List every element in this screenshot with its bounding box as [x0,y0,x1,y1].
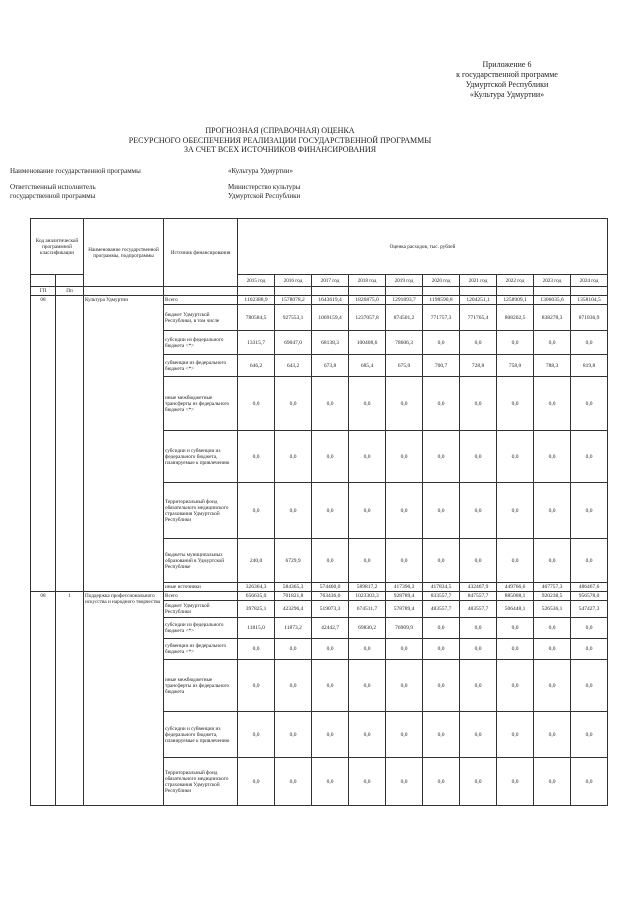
value-cell: 0,0 [386,483,423,539]
value-cell: 584365,3 [275,583,312,592]
source-cell: иные межбюджетные трансферты из федерального бюджета <*> [164,377,238,431]
value-cell: 0,0 [386,539,423,583]
value-cell: 1237057,8 [349,305,386,331]
value-cell: 0,0 [571,712,608,758]
header-name: Наименование государственной программы, подпрограммы [84,219,164,287]
value-cell: 423296,4 [275,601,312,618]
header-code: Код аналитической программной классификации [31,219,84,275]
value-cell: 0,0 [534,660,571,712]
value-cell: 11873,2 [275,618,312,639]
gp-code-cell: 08 [31,592,56,806]
value-cell: 701821,8 [275,592,312,601]
value-cell: 0,0 [312,639,349,660]
year-header: 2024 год [571,275,608,287]
source-cell: бюджет Удмуртской Республики [164,601,238,618]
value-cell: 0,0 [349,639,386,660]
source-cell: иные источники [164,583,238,592]
value-cell: 1198590,8 [423,296,460,305]
value-cell: 780584,5 [238,305,275,331]
value-cell: 0,0 [423,539,460,583]
value-cell: 1023303,3 [349,592,386,601]
value-cell: 0,0 [386,639,423,660]
value-cell: 1258909,1 [497,296,534,305]
source-cell: субвенции из федерального бюджета <*> [164,639,238,660]
value-cell: 0,0 [497,618,534,639]
source-cell: субсидии и субвенции из федерального бюджета, планируемые к привлечению [164,431,238,483]
title-line: ЗА СЧЕТ ВСЕХ ИСТОЧНИКОВ ФИНАНСИРОВАНИЯ [183,145,377,154]
value-cell: 0,0 [275,758,312,806]
value-cell: 0,0 [534,331,571,355]
value-cell: 78606,3 [386,331,423,355]
value-cell: 467757,3 [534,583,571,592]
value-cell: 100408,6 [349,331,386,355]
value-cell: 0,0 [386,712,423,758]
value-cell: 0,0 [386,758,423,806]
year-header: 2019 год [386,275,423,287]
table-row [31,296,608,305]
value-cell: 0,0 [238,758,275,806]
source-cell: иные межбюджетные трансферты из федерального бюджета [164,660,238,712]
header-estimate: Оценка расходов, тыс. рублей [238,219,608,275]
value-cell: 1826875,0 [349,296,386,305]
value-cell: 771765,4 [460,305,497,331]
value-cell: 1069159,4 [312,305,349,331]
value-cell: 0,0 [423,483,460,539]
appendix-line: «Культура Удмуртии» [469,90,545,99]
value-cell: 1291893,7 [386,296,423,305]
appendix-line: к государственной программе [456,70,558,79]
value-cell: 0,0 [571,431,608,483]
value-cell: 0,0 [275,712,312,758]
value-cell: 0,0 [497,758,534,806]
value-cell: 0,0 [275,377,312,431]
year-header: 2015 год [238,275,275,287]
value-cell: 700,7 [423,355,460,377]
value-cell: 0,0 [534,483,571,539]
value-cell: 0,0 [460,639,497,660]
value-cell: 675,0 [386,355,423,377]
title-line: РЕСУРСНОГО ОБЕСПЕЧЕНИЯ РЕАЛИЗАЦИИ ГОСУДАРСТВЕННОЙ ПРОГРАММЫ [128,135,432,145]
value-cell: 0,0 [238,639,275,660]
value-cell: 0,0 [460,377,497,431]
source-cell: Всего [164,592,238,601]
value-cell: 483557,7 [460,601,497,618]
value-cell: 0,0 [275,660,312,712]
value-cell: 1204251,1 [460,296,497,305]
year-header: 2020 год [423,275,460,287]
header-source: Источник финансирования [164,219,238,287]
value-cell: 0,0 [571,377,608,431]
value-cell: 0,0 [534,539,571,583]
value-cell: 0,0 [460,539,497,583]
value-cell: 0,0 [423,431,460,483]
value-cell: 885008,1 [497,592,534,601]
value-cell: 674511,7 [349,601,386,618]
value-cell: 819,8 [571,355,608,377]
value-cell: 0,0 [534,712,571,758]
value-cell: 871836,9 [571,305,608,331]
value-cell: 874501,2 [386,305,423,331]
program-label: Наименование государственной программы [10,167,141,175]
value-cell: 76909,9 [386,618,423,639]
value-cell: 0,0 [497,660,534,712]
value-cell: 574460,0 [312,583,349,592]
value-cell: 0,0 [275,483,312,539]
appendix-line: Удмуртской Республики [465,80,549,89]
value-cell: 397825,1 [238,601,275,618]
value-cell: 0,0 [238,483,275,539]
value-cell: 0,0 [460,712,497,758]
value-cell: 0,0 [534,618,571,639]
source-cell: бюджет Удмуртской Республики, в том числе [164,305,238,331]
value-cell: 1306035,6 [534,296,571,305]
value-cell: 0,0 [312,431,349,483]
value-cell: 685,4 [349,355,386,377]
value-cell: 928789,4 [386,592,423,601]
value-cell: 0,0 [423,618,460,639]
executor-value: Министерство культуры Удмуртской Республики [228,183,301,200]
value-cell: 449766,6 [497,583,534,592]
value-cell: 417396,3 [386,583,423,592]
header-gp: ГП [31,287,56,296]
value-cell: 0,0 [497,539,534,583]
appendix-line: Приложение 6 [482,60,532,69]
header-pp: Пп [56,287,84,296]
value-cell: 838278,3 [534,305,571,331]
header-codes-row [31,287,608,296]
value-cell: 0,0 [423,639,460,660]
value-cell: 0,0 [497,431,534,483]
value-cell: 0,0 [312,377,349,431]
value-cell: 0,0 [386,431,423,483]
value-cell: 0,0 [238,431,275,483]
value-cell: 0,0 [312,712,349,758]
source-cell: субвенции из федерального бюджета <*> [164,355,238,377]
value-cell: 1643619,4 [312,296,349,305]
value-cell: 326364,3 [238,583,275,592]
value-cell: 758,0 [497,355,534,377]
value-cell: 0,0 [460,483,497,539]
value-cell: 0,0 [460,618,497,639]
value-cell: 11815,0 [238,618,275,639]
value-cell: 1578078,2 [275,296,312,305]
value-cell: 0,0 [238,377,275,431]
value-cell: 0,0 [571,618,608,639]
value-cell: 0,0 [238,712,275,758]
value-cell: 0,0 [312,539,349,583]
value-cell: 69830,2 [349,618,386,639]
value-cell: 0,0 [423,758,460,806]
table-row [31,592,608,601]
pp-code-cell: 1 [56,592,84,806]
year-header: 2018 год [349,275,386,287]
value-cell: 0,0 [460,331,497,355]
value-cell: 763436,0 [312,592,349,601]
value-cell: 0,0 [349,431,386,483]
value-cell: 526536,1 [534,601,571,618]
value-cell: 240,0 [238,539,275,583]
value-cell: 589817,2 [349,583,386,592]
value-cell: 0,0 [312,758,349,806]
value-cell: 927553,1 [275,305,312,331]
resource-table [30,218,608,806]
value-cell: 486467,6 [571,583,608,592]
value-cell: 0,0 [349,483,386,539]
value-cell: 0,0 [571,758,608,806]
value-cell: 0,0 [349,712,386,758]
value-cell: 432467,9 [460,583,497,592]
value-cell: 847557,7 [460,592,497,601]
gp-code-cell: 08 [31,296,56,592]
value-cell: 0,0 [386,660,423,712]
value-cell: 1358104,5 [571,296,608,305]
value-cell: 0,0 [312,660,349,712]
year-header: 2021 год [460,275,497,287]
value-cell: 0,0 [460,660,497,712]
value-cell: 833557,7 [423,592,460,601]
value-cell: 483557,7 [423,601,460,618]
value-cell: 0,0 [238,660,275,712]
value-cell: 547427,3 [571,601,608,618]
value-cell: 417834,5 [423,583,460,592]
value-cell: 0,0 [423,660,460,712]
value-cell: 519073,3 [312,601,349,618]
value-cell: 0,0 [312,483,349,539]
value-cell: 42442,7 [312,618,349,639]
value-cell: 646,2 [238,355,275,377]
header-row [31,219,608,275]
value-cell: 643,2 [275,355,312,377]
program-name-cell: Культура Удмуртии [84,296,164,592]
source-cell: бюджеты муниципальных образований в Удмуртской Республике [164,539,238,583]
value-cell: 0,0 [349,660,386,712]
value-cell: 0,0 [497,639,534,660]
value-cell: 578789,4 [386,601,423,618]
value-cell: 0,0 [497,377,534,431]
value-cell: 0,0 [571,660,608,712]
value-cell: 656635,0 [238,592,275,601]
program-value: «Культура Удмуртии» [228,167,294,175]
program-name-cell: Поддержка профессионального искусства и народного творчества [84,592,164,806]
value-cell: 0,0 [386,377,423,431]
value-cell: 0,0 [460,758,497,806]
value-cell: 0,0 [571,539,608,583]
value-cell: 0,0 [349,377,386,431]
executor-label: Ответственный исполнитель государственной программы [10,183,96,200]
value-cell: 1162388,9 [238,296,275,305]
value-cell: 0,0 [571,639,608,660]
value-cell: 0,0 [275,431,312,483]
value-cell: 0,0 [275,639,312,660]
value-cell: 788,3 [534,355,571,377]
value-cell: 920238,5 [534,592,571,601]
value-cell: 0,0 [349,539,386,583]
value-cell: 0,0 [497,712,534,758]
year-header: 2023 год [534,275,571,287]
title-line: ПРОГНОЗНАЯ (СПРАВОЧНАЯ) ОЦЕНКА [205,126,355,135]
value-cell: 956578,0 [571,592,608,601]
value-cell: 0,0 [497,483,534,539]
value-cell: 673,8 [312,355,349,377]
value-cell: 6729,9 [275,539,312,583]
value-cell: 0,0 [349,758,386,806]
source-cell: Территориальный фонд обязательного медицинского страхования Удмуртской Республики [164,758,238,806]
value-cell: 506448,1 [497,601,534,618]
value-cell: 13315,7 [238,331,275,355]
value-cell: 0,0 [423,712,460,758]
value-cell: 771757,3 [423,305,460,331]
year-header: 2017 год [312,275,349,287]
value-cell: 0,0 [534,758,571,806]
value-cell: 0,0 [460,431,497,483]
year-header: 2016 год [275,275,312,287]
value-cell: 69047,0 [275,331,312,355]
value-cell: 0,0 [423,377,460,431]
source-cell: Территориальный фонд обязательного медицинского страхования Удмуртской Республики [164,483,238,539]
value-cell: 728,8 [460,355,497,377]
appendix-block [432,60,582,100]
value-cell: 68138,3 [312,331,349,355]
value-cell: 808202,5 [497,305,534,331]
year-header: 2022 год [497,275,534,287]
value-cell: 0,0 [534,431,571,483]
value-cell: 0,0 [571,331,608,355]
value-cell: 0,0 [423,331,460,355]
value-cell: 0,0 [534,377,571,431]
source-cell: Всего [164,296,238,305]
document-title [110,126,450,155]
value-cell: 0,0 [571,483,608,539]
source-cell: субсидии из федерального бюджета <*> [164,331,238,355]
source-cell: субсидии и субвенции из федерального бюджета, планируемые к привлечению [164,712,238,758]
source-cell: субсидии из федерального бюджета <*> [164,618,238,639]
value-cell: 0,0 [534,639,571,660]
value-cell: 0,0 [497,331,534,355]
pp-code-cell [56,296,84,592]
